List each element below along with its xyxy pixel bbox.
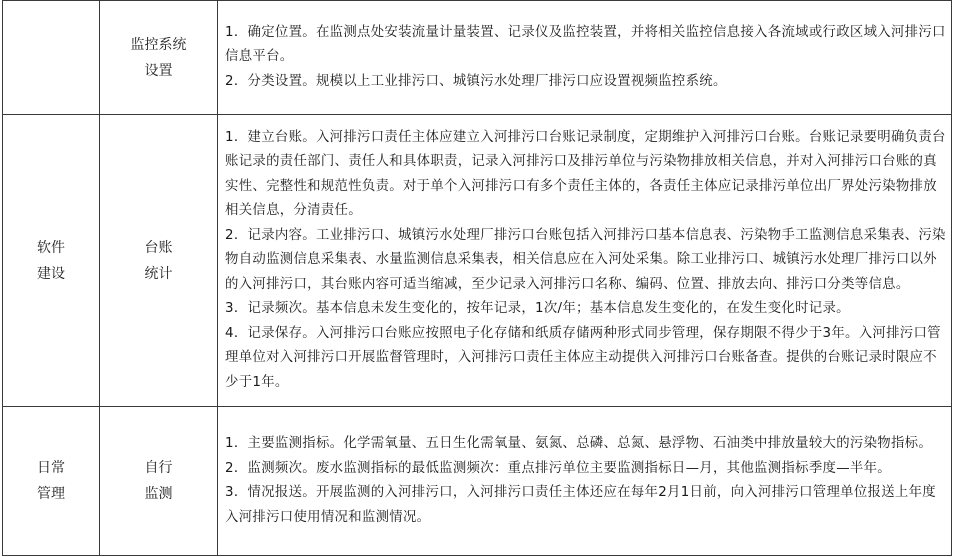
description-cell: [218, 407, 952, 556]
description-paragraph: 1．确定位置。在监测点处安装流量计量装置、记录仪及监控装置，并将相关监控信息接入各流域或行政区域入河排污口信息平台。: [225, 24, 946, 65]
table-row: [3, 1, 952, 115]
item-label-line: 统计: [144, 265, 173, 282]
description-cell: [218, 115, 952, 407]
category-label-line: 管理: [37, 486, 65, 502]
description-paragraph: 3．情况报送。开展监测的入河排污口，入河排污口责任主体还应在每年2月1日前，向入河排污口管理单位报送上年度入河排污口使用情况和监测情况。: [225, 485, 936, 525]
category-label-line: 软件: [37, 239, 65, 256]
category-cell: [3, 115, 100, 407]
category-label-line: 建设: [37, 265, 65, 282]
description-paragraph: 3．记录频次。基本信息未发生变化的，按年记录，1次/年；基本信息发生变化的，在发生变化时记录。: [225, 301, 850, 317]
category-cell: [3, 407, 100, 556]
specification-table: [2, 0, 952, 556]
item-cell: [100, 407, 218, 556]
item-label-line: 监控系统: [130, 36, 187, 53]
table-row: [3, 115, 952, 407]
description-paragraph: 2．分类设置。规模以上工业排污口、城镇污水处理厂排污口应设置视频监控系统。: [225, 73, 727, 89]
description-paragraph: 1．建立台账。入河排污口责任主体应建立入河排污口台账记录制度，定期维护入河排污口台账。台账记录要明确负责台账记录的责任部门、责任人和具体职责，记录入河排污口及排污单位与污染物排放相关信息，并对入河排污口台账的真实性、完整性和规范性负责。对于单个入河排污口有多个责任主体的，各责任主体应记录排污单位出厂界处污染物排放相关信息，分清责任。: [225, 129, 946, 219]
item-cell: [100, 115, 218, 407]
table-row: [3, 407, 952, 556]
description-paragraph: 2．监测频次。废水监测指标的最低监测频次：重点排污单位主要监测指标日—月，其他监测指标季度—半年。: [225, 460, 891, 476]
item-label-line: 监测: [144, 486, 173, 502]
description-cell: [218, 1, 952, 115]
item-label-line: 设置: [144, 62, 173, 79]
description-paragraph: 4．记录保存。入河排污口台账应按照电子化存储和纸质存储两种形式同步管理，保存期限不得少于3年。入河排污口管理单位对入河排污口开展监督管理时，入河排污口责任主体应主动提供入河排污口台账备查。提供的台账记录时限应不少于1年。: [225, 325, 941, 390]
category-cell: [3, 1, 100, 115]
item-label-line: 自行: [144, 460, 173, 476]
category-label-line: 日常: [37, 460, 65, 476]
description-paragraph: 1．主要监测指标。化学需氧量、五日生化需氧量、氨氮、总磷、总氮、悬浮物、石油类中排放量较大的污染物指标。: [225, 436, 933, 451]
description-paragraph: 2．记录内容。工业排污口、城镇污水处理厂排污口台账包括入河排污口基本信息表、污染物手工监测信息采集表、污染物自动监测信息采集表、水量监测信息采集表，相关信息应在入河处采集。除工业排污口、城镇污水处理厂排污口以外的入河排污口，其台账内容可适当缩减，至少记录入河排污口名称、编码、位置、排放去向、排污口分类等信息。: [225, 227, 946, 292]
item-cell: [100, 1, 218, 115]
item-label-line: 台账: [144, 239, 173, 256]
